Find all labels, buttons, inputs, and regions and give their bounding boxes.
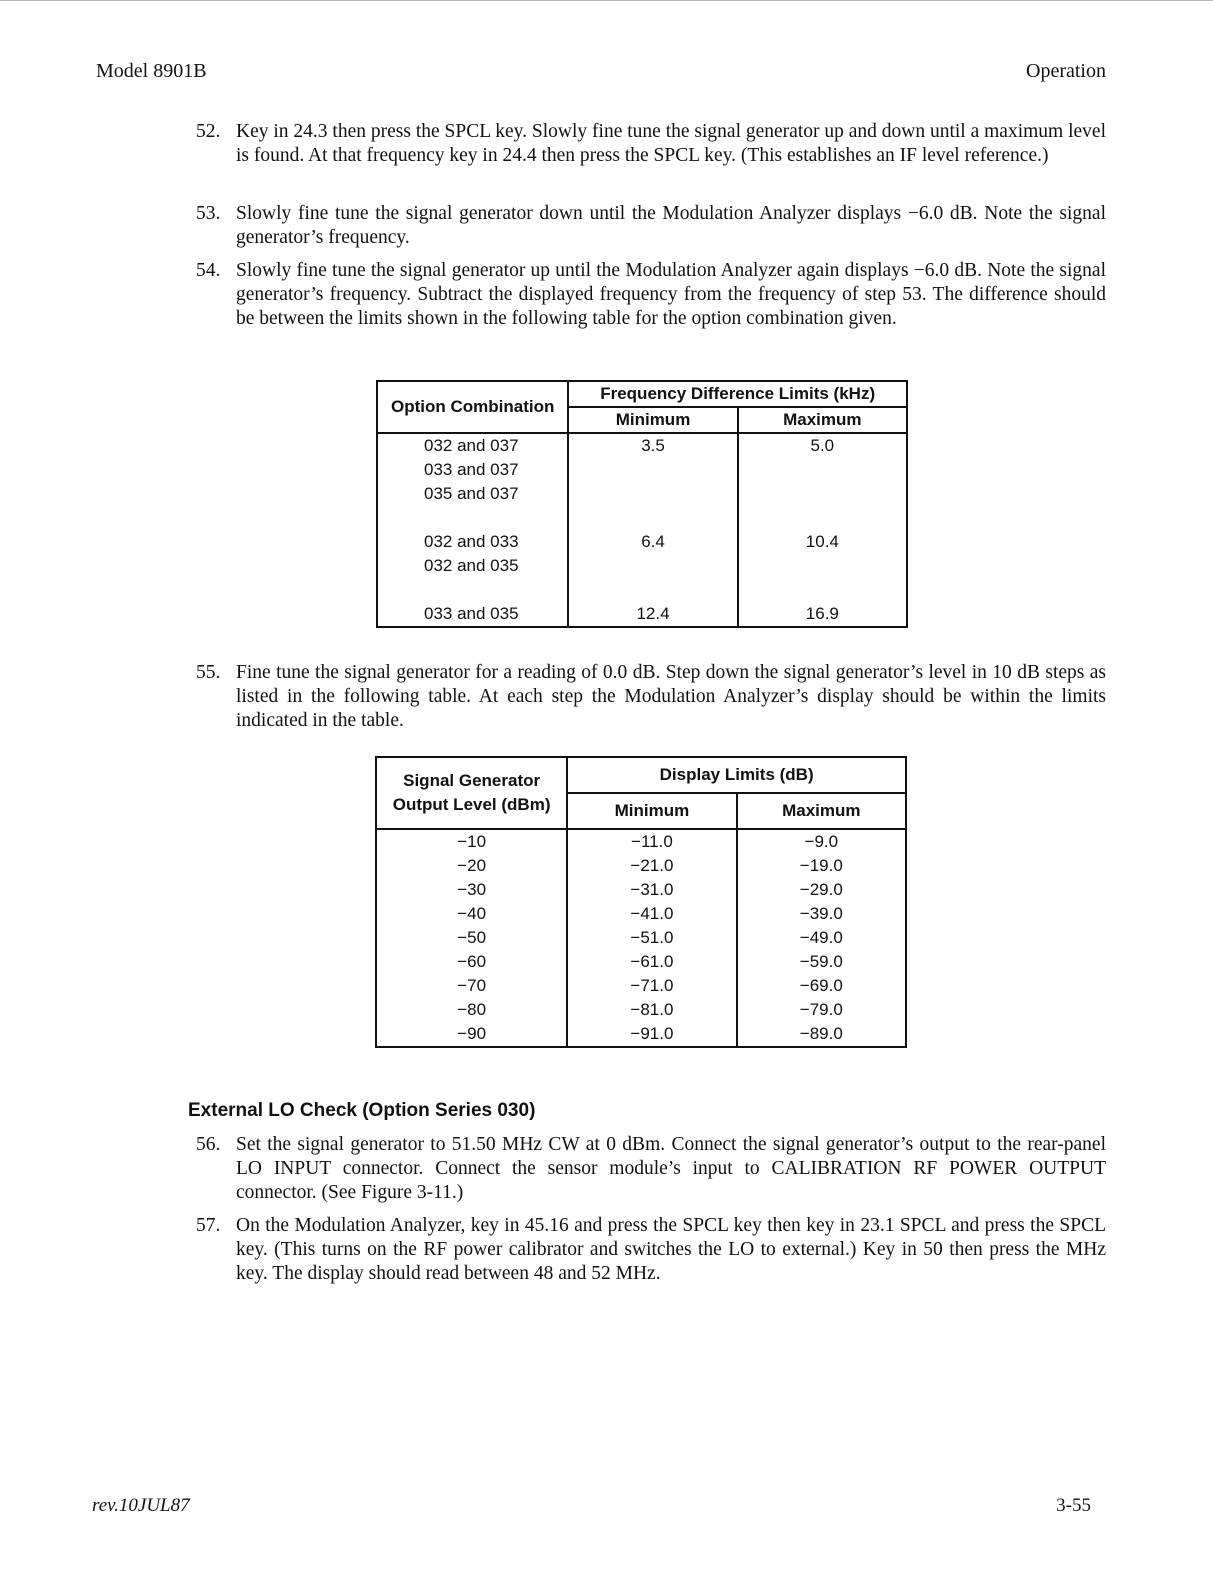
step-number: 56. bbox=[196, 1134, 221, 1155]
column-group-header-display-limits: Display Limits (dB) bbox=[567, 757, 906, 793]
output-level: −40 bbox=[376, 902, 567, 926]
step-56 bbox=[196, 1133, 1106, 1205]
column-header-output-level: Signal Generator Output Level (dBm) bbox=[376, 757, 567, 829]
step-57 bbox=[196, 1214, 1106, 1286]
minimum-value: −71.0 bbox=[567, 974, 736, 998]
minimum-value: 3.5 bbox=[568, 433, 737, 530]
output-level: −20 bbox=[376, 854, 567, 878]
table-row bbox=[377, 530, 907, 602]
maximum-value: −49.0 bbox=[737, 926, 906, 950]
table-row bbox=[377, 433, 907, 530]
column-header-maximum: Maximum bbox=[738, 407, 907, 433]
minimum-value: −91.0 bbox=[567, 1022, 736, 1047]
table-row bbox=[376, 950, 906, 974]
running-header-section: Operation bbox=[1026, 60, 1106, 82]
step-number: 55. bbox=[196, 662, 221, 683]
maximum-value: −29.0 bbox=[737, 878, 906, 902]
minimum-value: −11.0 bbox=[567, 829, 736, 854]
maximum-value: −89.0 bbox=[737, 1022, 906, 1047]
table-row bbox=[376, 926, 906, 950]
step-text: Slowly fine tune the signal generator up until the Modulation Analyzer again displays −6.0 dB. Note the signal generator’s frequency. Subtract the displayed frequency from the frequency of step 53. The difference should be between the limits shown in the following table for the option combination given. bbox=[236, 260, 1106, 329]
option-combination: 033 and 035 bbox=[424, 604, 519, 623]
maximum-value: −19.0 bbox=[737, 854, 906, 878]
option-combination: 032 and 037 bbox=[424, 436, 519, 455]
minimum-value: −31.0 bbox=[567, 878, 736, 902]
step-number: 54. bbox=[196, 260, 221, 281]
output-level: −60 bbox=[376, 950, 567, 974]
maximum-value: −79.0 bbox=[737, 998, 906, 1022]
minimum-value: 6.4 bbox=[568, 530, 737, 602]
step-text: Key in 24.3 then press the SPCL key. Slowly fine tune the signal generator up and down until a maximum level is found. At that frequency key in 24.4 then press the SPCL key. (This establishes an IF level reference.) bbox=[236, 121, 1106, 166]
step-54 bbox=[196, 259, 1106, 331]
step-number: 57. bbox=[196, 1215, 221, 1236]
step-55 bbox=[196, 661, 1106, 733]
table-row bbox=[376, 974, 906, 998]
step-text: Set the signal generator to 51.50 MHz CW at 0 dBm. Connect the signal generator’s output to the rear-panel LO INPUT connector. Connect the sensor module’s input to CALIBRATION RF POWER OUTPUT connector. (See Figure 3-11.) bbox=[236, 1134, 1106, 1203]
table-row bbox=[376, 829, 906, 854]
option-combination: 032 and 033 bbox=[424, 532, 519, 551]
section-heading: External LO Check (Option Series 030) bbox=[188, 1100, 536, 1121]
display-limits-table bbox=[375, 756, 907, 1048]
option-combination: 035 and 037 bbox=[424, 484, 519, 503]
column-header-option-combination: Option Combination bbox=[377, 381, 568, 433]
running-header-model: Model 8901B bbox=[96, 60, 207, 82]
column-header-maximum: Maximum bbox=[737, 793, 906, 829]
maximum-value: −59.0 bbox=[737, 950, 906, 974]
column-header-minimum: Minimum bbox=[567, 793, 736, 829]
step-text: Slowly fine tune the signal generator down until the Modulation Analyzer displays −6.0 dB. Note the signal generator’s frequency. bbox=[236, 203, 1106, 248]
table-row bbox=[376, 1022, 906, 1047]
minimum-value: −51.0 bbox=[567, 926, 736, 950]
output-level: −80 bbox=[376, 998, 567, 1022]
step-52 bbox=[196, 120, 1106, 168]
step-number: 53. bbox=[196, 203, 221, 224]
maximum-value: 5.0 bbox=[738, 433, 907, 530]
frequency-difference-limits-table bbox=[376, 380, 908, 628]
output-level: −30 bbox=[376, 878, 567, 902]
minimum-value: −41.0 bbox=[567, 902, 736, 926]
minimum-value: −21.0 bbox=[567, 854, 736, 878]
minimum-value: 12.4 bbox=[568, 602, 737, 627]
step-number: 52. bbox=[196, 121, 221, 142]
maximum-value: −9.0 bbox=[737, 829, 906, 854]
output-level: −10 bbox=[376, 829, 567, 854]
maximum-value: −69.0 bbox=[737, 974, 906, 998]
minimum-value: −61.0 bbox=[567, 950, 736, 974]
page-number: 3-55 bbox=[1056, 1495, 1091, 1516]
top-rule bbox=[0, 0, 1213, 1]
maximum-value: 16.9 bbox=[738, 602, 907, 627]
table-row bbox=[376, 854, 906, 878]
table-row bbox=[377, 602, 907, 627]
output-level: −90 bbox=[376, 1022, 567, 1047]
output-level: −50 bbox=[376, 926, 567, 950]
step-text: On the Modulation Analyzer, key in 45.16 and press the SPCL key then key in 23.1 SPCL and press the SPCL key. (This turns on the RF power calibrator and switches the LO to external.) Key in 50 then press the MHz key. The display should read between 48 and 52 MHz. bbox=[236, 1215, 1106, 1284]
column-group-header-frequency-difference: Frequency Difference Limits (kHz) bbox=[568, 381, 907, 407]
option-combination: 032 and 035 bbox=[424, 556, 519, 575]
option-combination: 033 and 037 bbox=[424, 460, 519, 479]
table-row bbox=[376, 878, 906, 902]
maximum-value: 10.4 bbox=[738, 530, 907, 602]
table-row bbox=[376, 902, 906, 926]
column-header-minimum: Minimum bbox=[568, 407, 737, 433]
maximum-value: −39.0 bbox=[737, 902, 906, 926]
revision-date: rev.10JUL87 bbox=[92, 1495, 190, 1516]
step-53 bbox=[196, 202, 1106, 250]
table-row bbox=[376, 998, 906, 1022]
output-level: −70 bbox=[376, 974, 567, 998]
step-text: Fine tune the signal generator for a reading of 0.0 dB. Step down the signal generator’s level in 10 dB steps as listed in the following table. At each step the Modulation Analyzer’s display should be within the limits indicated in the table. bbox=[236, 662, 1106, 731]
minimum-value: −81.0 bbox=[567, 998, 736, 1022]
